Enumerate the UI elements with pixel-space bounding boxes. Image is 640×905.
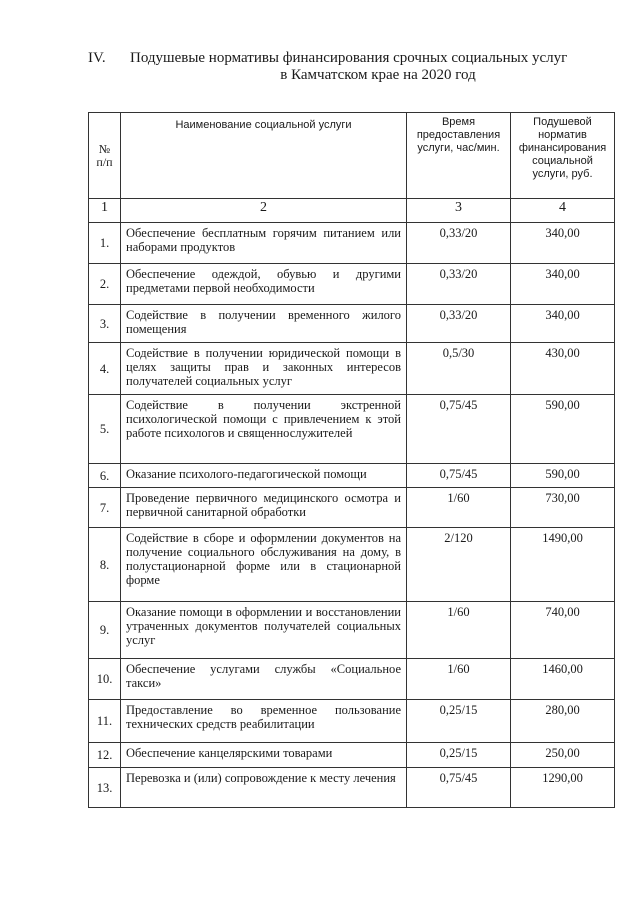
service-cost: 590,00 <box>511 464 615 488</box>
row-number: 12. <box>89 743 121 768</box>
column-number: 4 <box>511 199 615 223</box>
services-table <box>88 112 615 808</box>
table-row <box>89 528 615 602</box>
section-heading <box>88 50 608 84</box>
column-number: 2 <box>121 199 407 223</box>
service-time: 1/60 <box>407 659 511 700</box>
service-name: Обеспечение услугами службы «Социальное такси» <box>121 659 407 700</box>
service-name: Предоставление во временное пользование технических средств реабилитации <box>121 700 407 743</box>
service-time: 0,75/45 <box>407 464 511 488</box>
service-name: Перевозка и (или) сопровождение к месту лечения <box>121 768 407 808</box>
service-time: 0,75/45 <box>407 395 511 464</box>
row-number: 13. <box>89 768 121 808</box>
service-time: 0,33/20 <box>407 264 511 305</box>
table-row <box>89 223 615 264</box>
service-cost: 1290,00 <box>511 768 615 808</box>
service-name: Содействие в получении юридической помощи в целях защиты прав и законных интересов получателей социальных услуг <box>121 343 407 395</box>
table-row <box>89 488 615 528</box>
service-time: 0,5/30 <box>407 343 511 395</box>
service-cost: 730,00 <box>511 488 615 528</box>
service-name: Проведение первичного медицинского осмотра и первичной санитарной обработки <box>121 488 407 528</box>
service-time: 0,25/15 <box>407 700 511 743</box>
table-row <box>89 305 615 343</box>
row-number: 8. <box>89 528 121 602</box>
column-number: 1 <box>89 199 121 223</box>
row-number: 5. <box>89 395 121 464</box>
heading-line-2: в Камчатском крае на 2020 год <box>280 67 476 83</box>
row-number: 2. <box>89 264 121 305</box>
service-name: Обеспечение одеждой, обувью и другими предметами первой необходимости <box>121 264 407 305</box>
table-row <box>89 464 615 488</box>
row-number: 11. <box>89 700 121 743</box>
service-cost: 1490,00 <box>511 528 615 602</box>
service-cost: 280,00 <box>511 700 615 743</box>
table-row <box>89 743 615 768</box>
table-row <box>89 602 615 659</box>
service-time: 0,33/20 <box>407 223 511 264</box>
heading-line-1: Подушевые нормативы финансирования срочных социальных услуг <box>130 50 568 66</box>
row-number: 7. <box>89 488 121 528</box>
service-time: 1/60 <box>407 488 511 528</box>
table-row <box>89 264 615 305</box>
header-number: № п/п <box>89 113 121 199</box>
service-cost: 430,00 <box>511 343 615 395</box>
service-time: 1/60 <box>407 602 511 659</box>
service-name: Содействие в сборе и оформлении документов на получение социального обслуживания на дому, в полустационарной форме или в стационарной форме <box>121 528 407 602</box>
service-cost: 340,00 <box>511 305 615 343</box>
table-row <box>89 700 615 743</box>
service-name: Содействие в получении экстренной психологической помощи с привлечением к этой работе психологов и священнослужителей <box>121 395 407 464</box>
service-cost: 590,00 <box>511 395 615 464</box>
service-name: Обеспечение канцелярскими товарами <box>121 743 407 768</box>
service-name: Обеспечение бесплатным горячим питанием или наборами продуктов <box>121 223 407 264</box>
table-row <box>89 768 615 808</box>
row-number: 6. <box>89 464 121 488</box>
row-number: 10. <box>89 659 121 700</box>
column-number: 3 <box>407 199 511 223</box>
service-time: 0,75/45 <box>407 768 511 808</box>
table-row <box>89 659 615 700</box>
service-cost: 250,00 <box>511 743 615 768</box>
column-numbers-row <box>89 199 615 223</box>
table-row <box>89 343 615 395</box>
service-name: Оказание психолого-педагогической помощи <box>121 464 407 488</box>
service-name: Содействие в получении временного жилого помещения <box>121 305 407 343</box>
service-cost: 340,00 <box>511 264 615 305</box>
row-number: 3. <box>89 305 121 343</box>
service-cost: 1460,00 <box>511 659 615 700</box>
row-number: 4. <box>89 343 121 395</box>
service-name: Оказание помощи в оформлении и восстановлении утраченных документов получателей социальных услуг <box>121 602 407 659</box>
section-number: IV. <box>88 50 106 66</box>
header-cost: Подушевой норматив финансирования социальной услуги, руб. <box>511 113 615 199</box>
row-number: 1. <box>89 223 121 264</box>
header-service-name: Наименование социальной услуги <box>121 113 407 199</box>
row-number: 9. <box>89 602 121 659</box>
service-time: 2/120 <box>407 528 511 602</box>
service-cost: 340,00 <box>511 223 615 264</box>
table-row <box>89 395 615 464</box>
header-row <box>89 113 615 199</box>
header-time: Время предоставления услуги, час/мин. <box>407 113 511 199</box>
service-cost: 740,00 <box>511 602 615 659</box>
service-time: 0,25/15 <box>407 743 511 768</box>
service-time: 0,33/20 <box>407 305 511 343</box>
